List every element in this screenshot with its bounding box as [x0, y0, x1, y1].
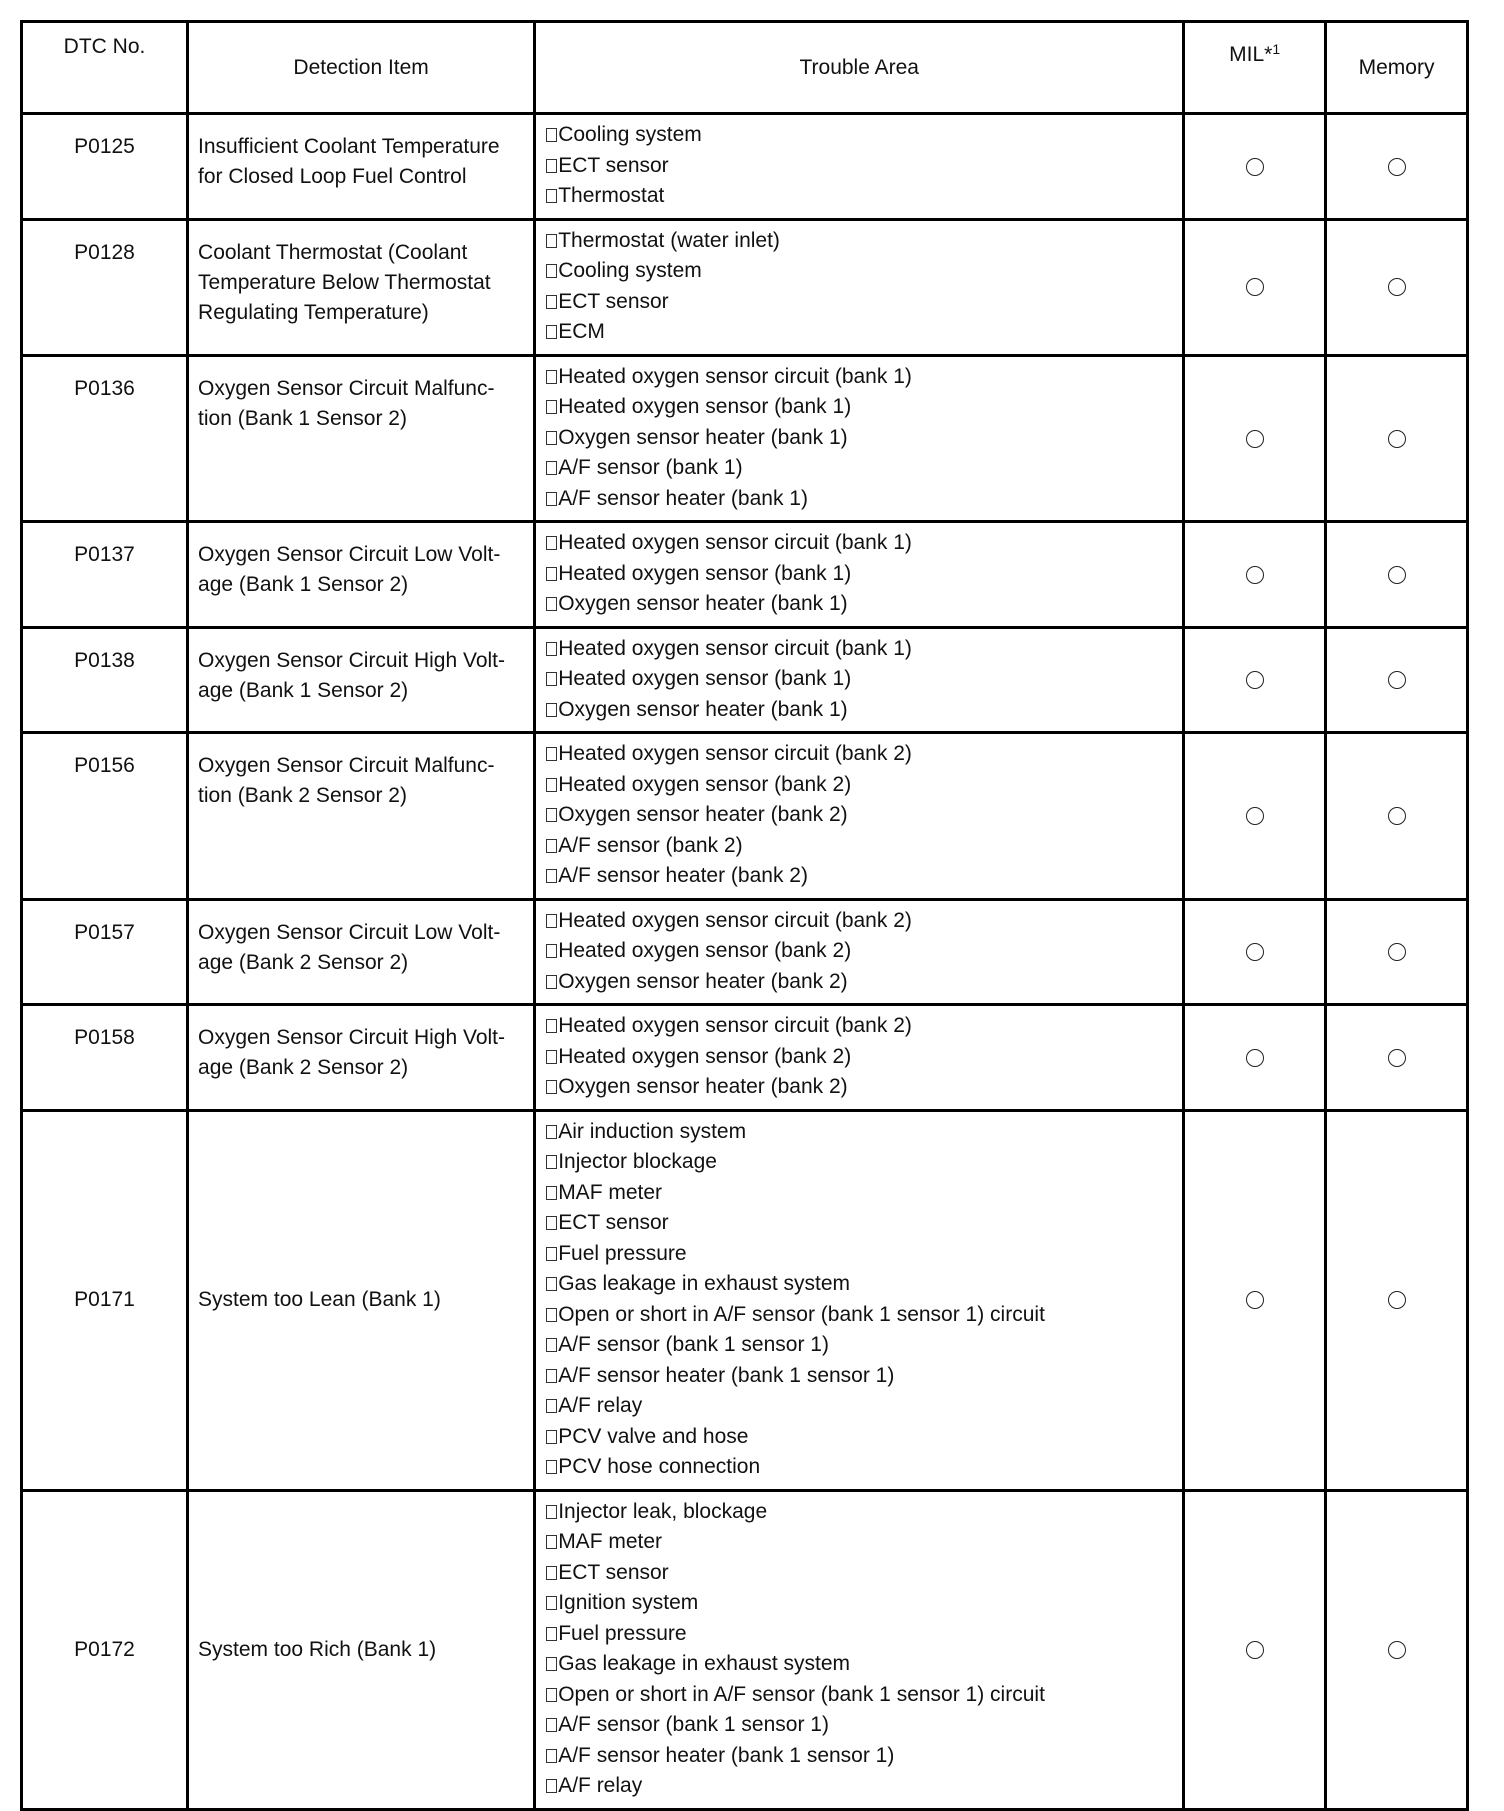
trouble-area-text: A/F sensor heater (bank 1 sensor 1) [558, 1743, 895, 1767]
trouble-area-text: A/F sensor (bank 2) [558, 833, 743, 857]
trouble-area-item [546, 634, 1176, 665]
table-row [22, 1110, 1468, 1490]
bullet-box-icon [546, 1369, 557, 1383]
trouble-area-item [546, 906, 1176, 937]
detection-item: Oxygen Sensor Circuit Malfunc-tion (Bank 1 Sensor 2) [188, 355, 535, 522]
bullet-box-icon [546, 370, 557, 384]
trouble-area-item [546, 1619, 1176, 1650]
trouble-area-item [546, 1361, 1176, 1392]
trouble-area-text: Oxygen sensor heater (bank 2) [558, 969, 848, 993]
bullet-box-icon [546, 778, 557, 792]
trouble-area-item [546, 1710, 1176, 1741]
bullet-box-icon [546, 975, 557, 989]
memory-circle-icon [1388, 671, 1406, 689]
trouble-area-text: Heated oxygen sensor circuit (bank 1) [558, 636, 912, 660]
bullet-box-icon [546, 1155, 557, 1169]
bullet-box-icon [546, 1186, 557, 1200]
table-row [22, 1490, 1468, 1809]
trouble-area-text: Oxygen sensor heater (bank 2) [558, 1075, 848, 1098]
memory-cell [1326, 1110, 1468, 1490]
trouble-area-text: A/F relay [558, 1394, 643, 1417]
memory-circle-icon [1388, 566, 1406, 584]
trouble-area-item [546, 1147, 1176, 1178]
bullet-box-icon [546, 325, 557, 339]
dtc-code: P0157 [22, 899, 188, 1005]
table-row [22, 1005, 1468, 1111]
mil-cell [1184, 1490, 1326, 1809]
bullet-box-icon [546, 1247, 557, 1261]
mil-cell [1184, 627, 1326, 733]
trouble-area-text: Heated oxygen sensor (bank 2) [558, 772, 852, 796]
memory-circle-icon [1388, 1049, 1406, 1067]
header-detection-item: Detection Item [188, 22, 535, 114]
trouble-area-text: MAF meter [558, 1180, 663, 1204]
trouble-area-item [546, 559, 1176, 590]
trouble-area-text: PCV valve and hose [558, 1424, 749, 1448]
mil-cell [1184, 899, 1326, 1005]
bullet-box-icon [546, 461, 557, 475]
trouble-area-text: PCV hose connection [558, 1455, 761, 1478]
dtc-code: P0138 [22, 627, 188, 733]
bullet-box-icon [546, 1749, 557, 1763]
header-trouble-area: Trouble Area [535, 22, 1184, 114]
bullet-box-icon [546, 672, 557, 686]
trouble-area-text: A/F sensor (bank 1 sensor 1) [558, 1333, 829, 1356]
memory-cell [1326, 627, 1468, 733]
dtc-code: P0137 [22, 522, 188, 628]
memory-circle-icon [1388, 1641, 1406, 1659]
header-mil-footnote: 1 [1272, 41, 1281, 57]
dtc-code: P0172 [22, 1490, 188, 1809]
mil-circle-icon [1246, 430, 1264, 448]
bullet-box-icon [546, 1779, 557, 1793]
detection-item: Oxygen Sensor Circuit Low Volt-age (Bank 1 Sensor 2) [188, 522, 535, 628]
detection-item: Oxygen Sensor Circuit Malfunc-tion (Bank 2 Sensor 2) [188, 733, 535, 900]
trouble-area-text: MAF meter [558, 1530, 663, 1553]
bullet-box-icon [546, 703, 557, 717]
trouble-area-item [546, 392, 1176, 423]
mil-cell [1184, 522, 1326, 628]
bullet-box-icon [546, 869, 557, 883]
mil-circle-icon [1246, 566, 1264, 584]
dtc-table [20, 20, 1469, 1811]
trouble-area-item [546, 1239, 1176, 1270]
trouble-area-text: ECT sensor [558, 1211, 669, 1234]
trouble-area-item [546, 181, 1176, 212]
bullet-box-icon [546, 1566, 557, 1580]
bullet-box-icon [546, 431, 557, 445]
bullet-box-icon [546, 1505, 557, 1519]
trouble-area-item [546, 528, 1176, 559]
trouble-area-text: ECT sensor [558, 289, 669, 313]
trouble-area-list [535, 1110, 1184, 1490]
trouble-area-item [546, 1391, 1176, 1422]
trouble-area-text: Oxygen sensor heater (bank 1) [558, 425, 848, 449]
detection-item: Oxygen Sensor Circuit Low Volt-age (Bank 2 Sensor 2) [188, 899, 535, 1005]
trouble-area-item [546, 739, 1176, 770]
dtc-code: P0136 [22, 355, 188, 522]
trouble-area-item [546, 1452, 1176, 1483]
bullet-box-icon [546, 1338, 557, 1352]
trouble-area-text: A/F sensor heater (bank 1 sensor 1) [558, 1363, 895, 1387]
trouble-area-text: Heated oxygen sensor (bank 1) [558, 667, 852, 690]
trouble-area-list [535, 899, 1184, 1005]
memory-cell [1326, 733, 1468, 900]
header-mil [1184, 22, 1326, 114]
trouble-area-text: Heated oxygen sensor circuit (bank 1) [558, 364, 912, 388]
trouble-area-list [535, 522, 1184, 628]
memory-cell [1326, 355, 1468, 522]
trouble-area-item [546, 800, 1176, 831]
bullet-box-icon [546, 1050, 557, 1064]
trouble-area-text: Heated oxygen sensor circuit (bank 2) [558, 742, 912, 765]
mil-circle-icon [1246, 278, 1264, 296]
trouble-area-item [546, 695, 1176, 726]
bullet-box-icon [546, 295, 557, 309]
trouble-area-text: Heated oxygen sensor circuit (bank 2) [558, 908, 912, 932]
mil-circle-icon [1246, 807, 1264, 825]
trouble-area-text: ECT sensor [558, 1560, 669, 1584]
trouble-area-text: Ignition system [558, 1591, 699, 1614]
bullet-box-icon [546, 914, 557, 928]
trouble-area-item [546, 1422, 1176, 1453]
memory-circle-icon [1388, 943, 1406, 961]
bullet-box-icon [546, 597, 557, 611]
trouble-area-item [546, 589, 1176, 620]
trouble-area-item [546, 362, 1176, 393]
memory-cell [1326, 1005, 1468, 1111]
trouble-area-item [546, 861, 1176, 892]
trouble-area-text: Open or short in A/F sensor (bank 1 sensor 1) circuit [558, 1682, 1045, 1706]
trouble-area-item [546, 120, 1176, 151]
trouble-area-item [546, 1072, 1176, 1103]
trouble-area-item [546, 1649, 1176, 1680]
bullet-box-icon [546, 1019, 557, 1033]
bullet-box-icon [546, 400, 557, 414]
trouble-area-item [546, 770, 1176, 801]
bullet-box-icon [546, 492, 557, 506]
table-row [22, 899, 1468, 1005]
bullet-box-icon [546, 1308, 557, 1322]
trouble-area-text: ECM [558, 320, 605, 343]
trouble-area-item [546, 1741, 1176, 1772]
trouble-area-item [546, 1680, 1176, 1711]
detection-item: Insufficient Coolant Temperature for Closed Loop Fuel Control [188, 114, 535, 220]
mil-cell [1184, 114, 1326, 220]
mil-cell [1184, 1005, 1326, 1111]
header-mil-label: MIL* [1229, 43, 1273, 66]
bullet-box-icon [546, 1535, 557, 1549]
memory-cell [1326, 522, 1468, 628]
bullet-box-icon [546, 1688, 557, 1702]
trouble-area-text: Gas leakage in exhaust system [558, 1652, 851, 1675]
trouble-area-text: Cooling system [558, 123, 702, 146]
trouble-area-item [546, 936, 1176, 967]
trouble-area-item [546, 1269, 1176, 1300]
bullet-box-icon [546, 1596, 557, 1610]
trouble-area-list [535, 219, 1184, 355]
trouble-area-text: A/F sensor heater (bank 2) [558, 864, 808, 887]
bullet-box-icon [546, 567, 557, 581]
memory-circle-icon [1388, 1291, 1406, 1309]
trouble-area-item [546, 831, 1176, 862]
trouble-area-text: Oxygen sensor heater (bank 2) [558, 803, 848, 826]
bullet-box-icon [546, 1627, 557, 1641]
trouble-area-item [546, 967, 1176, 998]
detection-item: System too Rich (Bank 1) [188, 1490, 535, 1809]
bullet-box-icon [546, 1080, 557, 1094]
trouble-area-item [546, 1527, 1176, 1558]
trouble-area-item [546, 1330, 1176, 1361]
trouble-area-text: Air induction system [558, 1119, 747, 1143]
trouble-area-text: Thermostat (water inlet) [558, 228, 780, 252]
trouble-area-item [546, 1117, 1176, 1148]
bullet-box-icon [546, 1125, 557, 1139]
trouble-area-item [546, 1588, 1176, 1619]
mil-circle-icon [1246, 943, 1264, 961]
trouble-area-text: Heated oxygen sensor (bank 1) [558, 395, 852, 418]
trouble-area-text: Heated oxygen sensor (bank 2) [558, 1044, 852, 1068]
trouble-area-item [546, 664, 1176, 695]
bullet-box-icon [546, 234, 557, 248]
trouble-area-item [546, 1497, 1176, 1528]
trouble-area-text: Injector blockage [558, 1150, 717, 1173]
dtc-code: P0125 [22, 114, 188, 220]
memory-cell [1326, 899, 1468, 1005]
table-row [22, 733, 1468, 900]
trouble-area-text: Oxygen sensor heater (bank 1) [558, 697, 848, 721]
memory-cell [1326, 219, 1468, 355]
table-row [22, 522, 1468, 628]
trouble-area-item [546, 256, 1176, 287]
trouble-area-item [546, 484, 1176, 515]
bullet-box-icon [546, 1657, 557, 1671]
bullet-box-icon [546, 1460, 557, 1474]
bullet-box-icon [546, 1216, 557, 1230]
mil-cell [1184, 733, 1326, 900]
detection-item: Coolant Thermostat (Coolant Temperature Below Thermostat Regulating Temperature) [188, 219, 535, 355]
header-row [22, 22, 1468, 114]
dtc-code: P0156 [22, 733, 188, 900]
trouble-area-item [546, 151, 1176, 182]
bullet-box-icon [546, 264, 557, 278]
trouble-area-item [546, 1178, 1176, 1209]
trouble-area-text: Oxygen sensor heater (bank 1) [558, 592, 848, 615]
mil-cell [1184, 1110, 1326, 1490]
trouble-area-item [546, 287, 1176, 318]
trouble-area-text: Thermostat [558, 184, 665, 207]
bullet-box-icon [546, 747, 557, 761]
trouble-area-list [535, 1490, 1184, 1809]
bullet-box-icon [546, 1718, 557, 1732]
trouble-area-list [535, 1005, 1184, 1111]
trouble-area-text: A/F sensor (bank 1 sensor 1) [558, 1713, 829, 1736]
trouble-area-text: Heated oxygen sensor circuit (bank 1) [558, 531, 912, 554]
trouble-area-text: Heated oxygen sensor (bank 2) [558, 939, 852, 962]
trouble-area-item [546, 423, 1176, 454]
bullet-box-icon [546, 1430, 557, 1444]
trouble-area-text: Gas leakage in exhaust system [558, 1272, 851, 1295]
bullet-box-icon [546, 1277, 557, 1291]
bullet-box-icon [546, 642, 557, 656]
trouble-area-text: Heated oxygen sensor circuit (bank 2) [558, 1014, 912, 1037]
trouble-area-text: Heated oxygen sensor (bank 1) [558, 561, 852, 585]
trouble-area-item [546, 453, 1176, 484]
bullet-box-icon [546, 536, 557, 550]
trouble-area-text: Fuel pressure [558, 1241, 687, 1265]
table-body [22, 114, 1468, 1810]
detection-item: Oxygen Sensor Circuit High Volt-age (Bank 2 Sensor 2) [188, 1005, 535, 1111]
detection-item: System too Lean (Bank 1) [188, 1110, 535, 1490]
trouble-area-item [546, 1011, 1176, 1042]
trouble-area-list [535, 627, 1184, 733]
memory-circle-icon [1388, 807, 1406, 825]
dtc-code: P0171 [22, 1110, 188, 1490]
memory-circle-icon [1388, 430, 1406, 448]
bullet-box-icon [546, 128, 557, 142]
mil-circle-icon [1246, 158, 1264, 176]
trouble-area-item [546, 1771, 1176, 1802]
trouble-area-item [546, 317, 1176, 348]
memory-circle-icon [1388, 158, 1406, 176]
bullet-box-icon [546, 159, 557, 173]
memory-cell [1326, 114, 1468, 220]
mil-cell [1184, 219, 1326, 355]
trouble-area-text: A/F sensor heater (bank 1) [558, 486, 808, 510]
trouble-area-text: Open or short in A/F sensor (bank 1 sensor 1) circuit [558, 1302, 1045, 1326]
table-row [22, 627, 1468, 733]
trouble-area-list [535, 355, 1184, 522]
mil-cell [1184, 355, 1326, 522]
bullet-box-icon [546, 1399, 557, 1413]
trouble-area-item [546, 1208, 1176, 1239]
bullet-box-icon [546, 944, 557, 958]
trouble-area-text: A/F sensor (bank 1) [558, 456, 743, 479]
trouble-area-list [535, 114, 1184, 220]
trouble-area-text: A/F relay [558, 1774, 643, 1797]
header-memory: Memory [1326, 22, 1468, 114]
memory-circle-icon [1388, 278, 1406, 296]
bullet-box-icon [546, 839, 557, 853]
memory-cell [1326, 1490, 1468, 1809]
trouble-area-item [546, 1558, 1176, 1589]
table-row [22, 355, 1468, 522]
trouble-area-text: ECT sensor [558, 153, 669, 177]
trouble-area-item [546, 1300, 1176, 1331]
trouble-area-item [546, 226, 1176, 257]
trouble-area-list [535, 733, 1184, 900]
table-row [22, 219, 1468, 355]
trouble-area-text: Cooling system [558, 259, 702, 282]
table-row [22, 114, 1468, 220]
bullet-box-icon [546, 189, 557, 203]
mil-circle-icon [1246, 671, 1264, 689]
trouble-area-item [546, 1042, 1176, 1073]
bullet-box-icon [546, 808, 557, 822]
mil-circle-icon [1246, 1641, 1264, 1659]
dtc-code: P0158 [22, 1005, 188, 1111]
mil-circle-icon [1246, 1049, 1264, 1067]
header-dtc-no: DTC No. [22, 22, 188, 114]
trouble-area-text: Fuel pressure [558, 1621, 687, 1645]
dtc-code: P0128 [22, 219, 188, 355]
trouble-area-text: Injector leak, blockage [558, 1499, 768, 1523]
detection-item: Oxygen Sensor Circuit High Volt-age (Bank 1 Sensor 2) [188, 627, 535, 733]
mil-circle-icon [1246, 1291, 1264, 1309]
